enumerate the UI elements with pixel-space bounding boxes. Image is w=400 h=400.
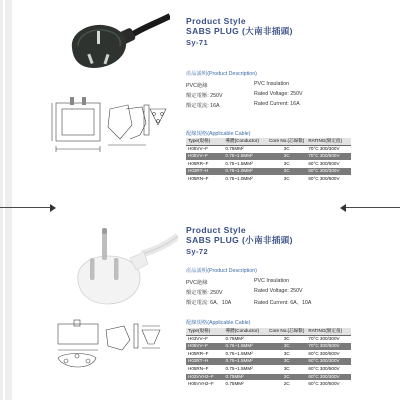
table-cell: 3C: [267, 335, 306, 343]
table-row: [186, 335, 351, 343]
table-cell: 3C: [267, 175, 306, 183]
product-1-spec-left-1: PVC絶緣: [186, 83, 208, 89]
table-cell: 3C: [267, 350, 306, 358]
table-cell: 3C: [267, 153, 306, 161]
table-cell: 0.75~1.5MM²: [224, 343, 268, 351]
table-cell: H03VV–F: [186, 335, 224, 343]
table-cell: H05RR–F: [186, 160, 223, 168]
table-row: [186, 350, 351, 358]
product-1-technical-drawing: [50, 95, 170, 160]
table-row: [186, 168, 351, 176]
table-cell: H05VV–F: [186, 153, 223, 161]
table-row: [186, 145, 351, 153]
table-cell: 0.75~1.5MM²: [224, 365, 268, 373]
table-cell: 60°C 300/500V: [306, 175, 351, 183]
column-header: Type(規格): [186, 138, 223, 145]
table-cell: 70°C 300/500V: [306, 153, 351, 161]
product-2-technical-drawing: [50, 318, 165, 378]
product-1-spec-right-1: PVC Insulation: [254, 81, 290, 87]
table-row: [186, 373, 351, 381]
product-1-spec-right-2: Rated Voltage: 250V: [254, 91, 303, 97]
product-2-cable-table: [186, 328, 351, 389]
table-cell: 0.75~1.0MM²: [223, 175, 267, 183]
table-cell: 0.75~1.0MM²: [223, 168, 267, 176]
product-1-title-line2: SABS PLUG (大南非插頭): [186, 26, 293, 36]
product-2-title-line2: SABS PLUG (小南非插頭): [186, 235, 293, 245]
table-row: [186, 175, 351, 183]
table-cell: 0.75MM²: [224, 335, 268, 343]
table-cell: 60°C 300/300V: [306, 358, 351, 366]
table-cell: H05RR–F: [186, 350, 224, 358]
table-row: [186, 365, 351, 373]
table-cell: 0.75~1.5MM²: [224, 350, 268, 358]
product-2-spec-left-2: 額定電壓: 250V: [186, 290, 223, 296]
table-cell: 60°C 300/500V: [306, 381, 351, 389]
table-cell: H05RN–F: [186, 365, 224, 373]
table-cell: 2C: [267, 381, 306, 389]
table-row: [186, 358, 351, 366]
table-cell: 60°C 300/300V: [306, 373, 351, 381]
table-row: [186, 153, 351, 161]
table-cell: 0.75MM²: [224, 373, 268, 381]
product-1-spec-left-2: 額定電壓: 250V: [186, 93, 223, 99]
table-header-row: [186, 138, 351, 145]
table-cell: H05RN–F: [186, 175, 223, 183]
table-cell: 60°C 300/500V: [306, 160, 351, 168]
product-2-spec-right-2: Rated Voltage: 250V: [254, 288, 303, 294]
table-cell: 0.75MM²: [224, 381, 268, 389]
product-2-plug-photo: [68, 222, 178, 312]
table-cell: H03RT–H: [186, 168, 223, 176]
table-cell: 60°C 300/500V: [306, 365, 351, 373]
product-1-spec-left-3: 額定電流: 16A: [186, 103, 220, 109]
product-2-title-line1: Product Style: [186, 225, 246, 235]
product-1-spec-right-3: Rated Current: 16A: [254, 101, 300, 107]
table-cell: 2C: [267, 373, 306, 381]
table-cell: 3C: [267, 160, 306, 168]
product-2-cable-heading: 配線規格(Applicable Cable): [186, 320, 251, 326]
table-cell: H05VVH2–F: [186, 381, 224, 389]
product-2-spec-right-1: PVC Insulation: [254, 278, 290, 284]
column-header: 導體(Conductor): [224, 328, 268, 335]
table-cell: 3C: [267, 365, 306, 373]
table-cell: H03VVH2–F: [186, 373, 224, 381]
table-cell: H05VV–F: [186, 343, 224, 351]
table-cell: H05VV–F: [186, 145, 223, 153]
table-cell: 70°C 300/300V: [306, 335, 351, 343]
table-cell: 3C: [267, 145, 306, 153]
product-1-plug-photo: [60, 12, 170, 74]
column-header: 導體(Conductor): [223, 138, 267, 145]
table-cell: 0.75~1.5MM²: [223, 153, 267, 161]
table-row: [186, 381, 351, 389]
product-1-cable-table: [186, 138, 351, 184]
product-1-description-heading: 産品説明(Product Description): [186, 71, 257, 77]
table-cell: 70°C 300/500V: [306, 343, 351, 351]
table-row: [186, 343, 351, 351]
column-header: Core No.(芯線數): [267, 138, 306, 145]
table-cell: 60°C 300/500V: [306, 350, 351, 358]
table-cell: 0.75~1.5MM²: [224, 358, 268, 366]
table-row: [186, 160, 351, 168]
page-spine: [0, 0, 12, 400]
table-cell: 0.75MM²: [223, 145, 267, 153]
product-2-spec-left-3: 額定電流: 6A、10A: [186, 300, 232, 306]
product-1-cable-heading: 配線規格(Applicable Cable): [186, 131, 251, 137]
table-header-row: [186, 328, 351, 335]
table-cell: H03RT–H: [186, 358, 224, 366]
product-2-spec-right-3: Rated Current: 6A、10A: [254, 300, 312, 306]
table-cell: 70°C 300/300V: [306, 145, 351, 153]
product-2-description-heading: 産品説明(Product Description): [186, 268, 257, 274]
column-header: Core No.(芯線數): [267, 328, 306, 335]
column-header: RATING(額定值): [306, 138, 351, 145]
table-cell: 3C: [267, 358, 306, 366]
section-divider: [0, 203, 400, 213]
table-cell: 3C: [267, 343, 306, 351]
product-1-model: Sy-71: [186, 38, 209, 47]
product-2-model: Sy-72: [186, 247, 209, 256]
table-cell: 0.75~1.5MM²: [223, 160, 267, 168]
table-cell: 3C: [267, 168, 306, 176]
product-2-spec-left-1: PVC絶緣: [186, 280, 208, 286]
column-header: Type(規格): [186, 328, 224, 335]
column-header: RATING(額定值): [306, 328, 351, 335]
table-cell: 60°C 300/300V: [306, 168, 351, 176]
product-1-title-line1: Product Style: [186, 16, 246, 26]
